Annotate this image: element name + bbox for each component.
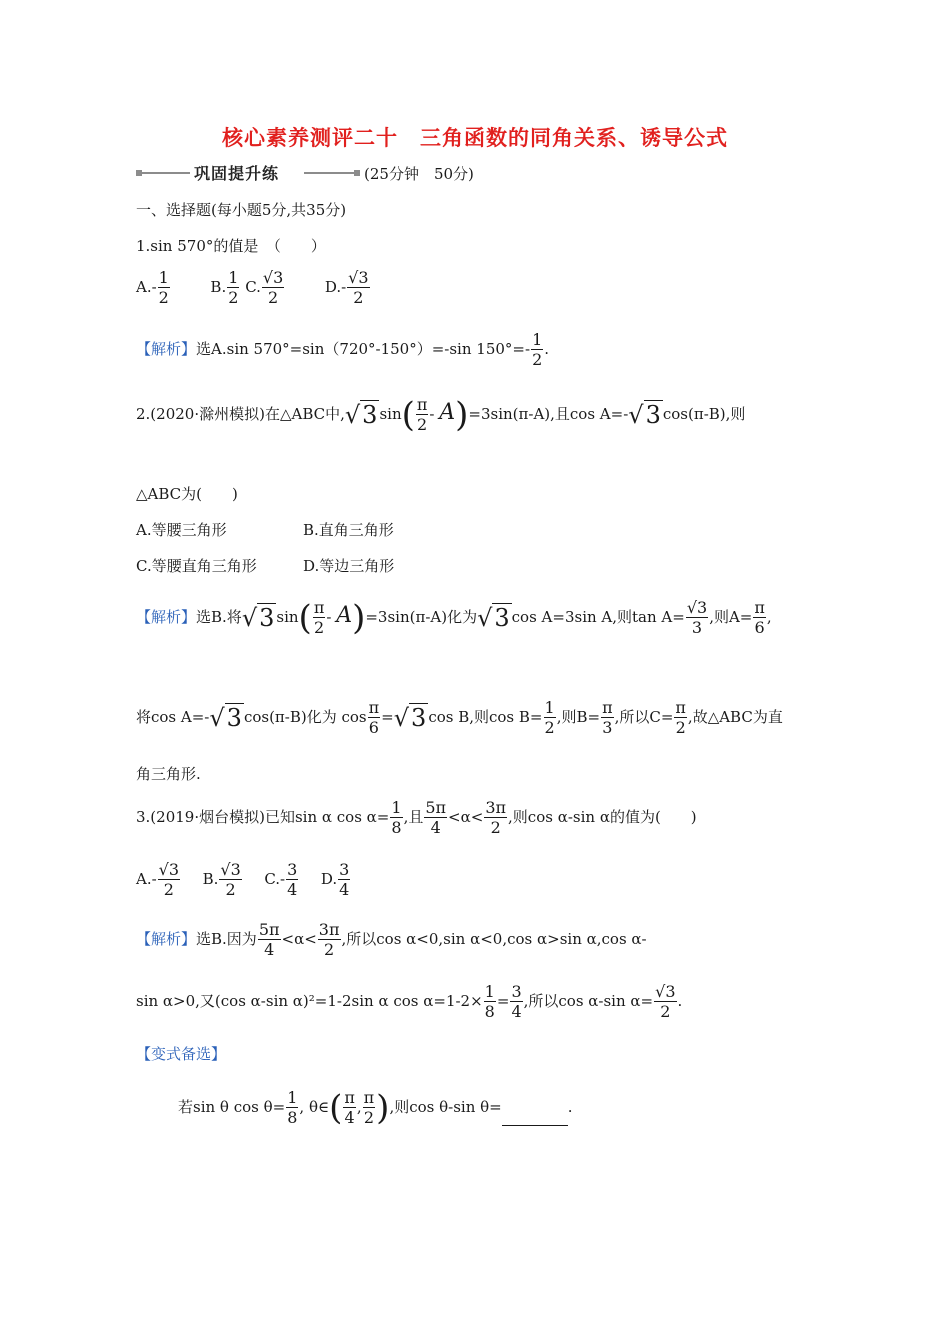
q2-option-d: D.等边三角形: [303, 557, 395, 575]
q2-option-a: A.等腰三角形: [136, 521, 227, 539]
question-2-analysis-1: 【解析】选B.将√3 sin( $\frac{\pi}{2}$ - A)=3sin(π-A)化为√3 cos A=3sin A,则tan A= $\frac{√3}{3}$ ,则A= $\frac{\pi}{6}$ ,: [136, 598, 772, 638]
q1-option-b: B. $\frac{1}{2}$: [210, 268, 239, 307]
banner-left-line: [142, 172, 190, 174]
question-2-analysis-3: 角三角形.: [136, 765, 201, 783]
question-3-analysis-2: sin α>0,又(cos α-sin α)²=1-2sin α cos α=1-2× $\frac{1}{8}$ = $\frac{3}{4}$ ,所以cos α-sin α= $\frac{√3}{2}$ .: [136, 982, 683, 1021]
section-heading: 一、选择题(每小题5分,共35分): [136, 201, 347, 219]
question-1-analysis: 【解析】选A.sin 570°=sin（720°-150°）=-sin 150°=- $\frac{1}{2}$ .: [136, 330, 550, 369]
q1-option-d: D.- $\frac{√3}{2}$: [324, 268, 369, 307]
section-banner: [136, 160, 496, 186]
answer-blank[interactable]: [502, 1109, 568, 1126]
banner-label: 巩固提升练: [194, 164, 280, 183]
variant-heading: 【变式备选】: [136, 1045, 227, 1063]
banner-right-line: [304, 172, 356, 174]
q1-option-c: C. $\frac{√3}{2}$: [245, 268, 284, 307]
question-2-analysis-2: 将cos A=-√3 cos(π-B)化为 cos $\frac{\pi}{6}$ =√3 cos B,则cos B= $\frac{1}{2}$ ,则B= $\frac{\pi}{3}$ ,所以C= $\frac{\pi}{2}$ ,故△ABC为直: [136, 698, 783, 737]
analysis-label: 【解析】: [136, 340, 197, 358]
q1-option-a: A.- $\frac{1}{2}$: [136, 268, 169, 307]
question-2-stem: 2.(2020·滁州模拟)在△ABC中,√3 sin( $\frac{\pi}{2}$ - A)=3sin(π-A),且cos A=-√3 cos(π-B),则: [136, 395, 746, 435]
question-3-stem: 3.(2019·烟台模拟)已知sin α cos α= $\frac{1}{8}$ ,且 $\frac{5\pi}{4}$ <α< $\frac{3\pi}{2}$ ,则cos α-sin α的值为( ): [136, 798, 697, 837]
q3-option-c: C.- $\frac{3}{4}$: [264, 860, 298, 899]
q3-option-b: B. $\frac{√3}{2}$: [202, 860, 241, 899]
page-title: 核心素养测评二十 三角函数的同角关系、诱导公式: [222, 126, 728, 150]
sqrt-3: √3: [628, 401, 661, 429]
sqrt-3: √3: [344, 401, 378, 429]
question-1-stem: 1.sin 570°的值是 （ ）: [136, 237, 326, 255]
question-3-options: [136, 862, 351, 898]
banner-right-dot: [354, 170, 360, 176]
analysis-label: 【解析】: [136, 608, 197, 626]
question-2-stem-cont: △ABC为( ): [136, 485, 238, 503]
q2-option-b: B.直角三角形: [303, 521, 394, 539]
question-1-options: [136, 270, 371, 306]
q2-option-c: C.等腰直角三角形: [136, 557, 257, 575]
question-3-analysis-1: 【解析】选B.因为 $\frac{5\pi}{4}$ <α< $\frac{3\pi}{2}$ ,所以cos α<0,sin α<0,cos α>sin α,cos α-: [136, 920, 647, 959]
banner-meta: (25分钟 50分): [364, 165, 474, 183]
q3-option-d: D. $\frac{3}{4}$: [320, 860, 350, 899]
analysis-label: 【解析】: [136, 930, 197, 948]
variant-question: 若sin θ cos θ= $\frac{1}{8}$ , θ∈( $\frac{\pi}{4}$ , $\frac{\pi}{2}$ ),则cos θ-sin θ= .: [178, 1088, 573, 1128]
q3-option-a: A.- $\frac{√3}{2}$: [136, 860, 180, 899]
